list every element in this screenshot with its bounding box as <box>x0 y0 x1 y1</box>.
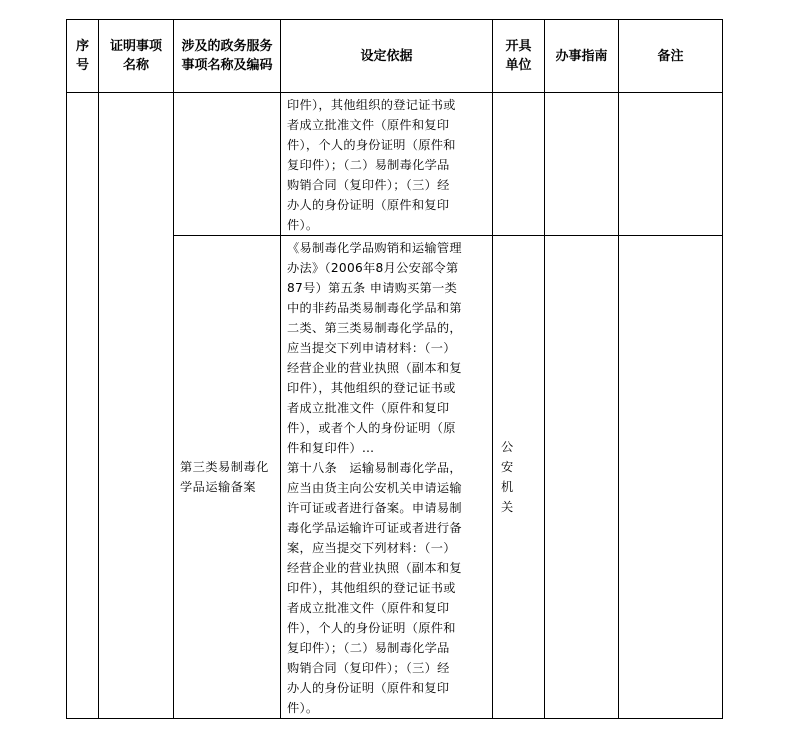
basis-line: 《易制毒化学品购销和运输管理 <box>287 241 462 255</box>
basis-line: 87号）第五条 申请购买第一类 <box>287 281 458 295</box>
basis-line: 购销合同（复印件）；（三）经 <box>287 661 450 675</box>
service-item-cell: 第三类易制毒化学品运输备案 <box>174 236 281 719</box>
basis-line: 印件），其他组织的登记证书或 <box>287 581 456 595</box>
basis-line: 件），或者个人的身份证明（原 <box>287 421 456 435</box>
header-remark: 备注 <box>619 20 723 93</box>
basis-line: 第十八条 运输易制毒化学品， <box>287 461 462 475</box>
basis-line: 购销合同（复印件）；（三）经 <box>287 178 450 192</box>
basis-cell <box>281 93 493 236</box>
basis-line: 复印件）；（二）易制毒化学品 <box>287 641 450 655</box>
basis-line: 件）。 <box>287 218 319 232</box>
header-service-item: 涉及的政务服务事项名称及编码 <box>174 20 281 93</box>
basis-line: 者成立批准文件（原件和复印 <box>287 601 450 615</box>
basis-line: 许可证或者进行备案。申请易制 <box>287 501 462 515</box>
header-cert-name: 证明事项名称 <box>99 20 174 93</box>
header-issuer: 开具单位 <box>493 20 545 93</box>
basis-line: 办人的身份证明（原件和复印 <box>287 681 450 695</box>
basis-line: 中的非药品类易制毒化学品和第 <box>287 301 462 315</box>
guide-cell <box>545 93 619 236</box>
cert-name-cell <box>99 93 174 719</box>
issuer-cell <box>493 93 545 236</box>
issuer-cell: 公安机关 <box>493 236 545 719</box>
header-guide: 办事指南 <box>545 20 619 93</box>
basis-line: 经营企业的营业执照（副本和复 <box>287 561 462 575</box>
basis-line: 件），个人的身份证明（原件和 <box>287 621 456 635</box>
basis-line: 办法》（2006年8月公安部令第 <box>287 261 459 275</box>
remark-cell <box>619 236 723 719</box>
service-item-cell <box>174 93 281 236</box>
basis-line: 案，应当提交下列材料：（一） <box>287 541 456 555</box>
basis-line: 应当提交下列申请材料：（一） <box>287 341 456 355</box>
basis-line: 复印件）；（二）易制毒化学品 <box>287 158 450 172</box>
basis-line: 者成立批准文件（原件和复印 <box>287 401 450 415</box>
guide-cell <box>545 236 619 719</box>
basis-line: 件），个人的身份证明（原件和 <box>287 138 456 152</box>
basis-line: 应当由货主向公安机关申请运输 <box>287 481 462 495</box>
header-row <box>67 20 723 93</box>
header-basis: 设定依据 <box>281 20 493 93</box>
basis-line: 二类、第三类易制毒化学品的， <box>287 321 462 335</box>
basis-line: 办人的身份证明（原件和复印 <box>287 198 450 212</box>
table-row <box>67 93 723 236</box>
basis-line: 件）。 <box>287 701 319 715</box>
basis-line: 印件），其他组织的登记证书或 <box>287 98 456 112</box>
basis-line: 件和复印件）… <box>287 441 375 455</box>
basis-line: 者成立批准文件（原件和复印 <box>287 118 450 132</box>
remark-cell <box>619 93 723 236</box>
seq-cell <box>67 93 99 719</box>
basis-line: 印件），其他组织的登记证书或 <box>287 381 456 395</box>
basis-line: 经营企业的营业执照（副本和复 <box>287 361 462 375</box>
basis-cell <box>281 236 493 719</box>
basis-line: 毒化学品运输许可证或者进行备 <box>287 521 462 535</box>
certification-table <box>66 19 723 719</box>
header-seq: 序号 <box>67 20 99 93</box>
